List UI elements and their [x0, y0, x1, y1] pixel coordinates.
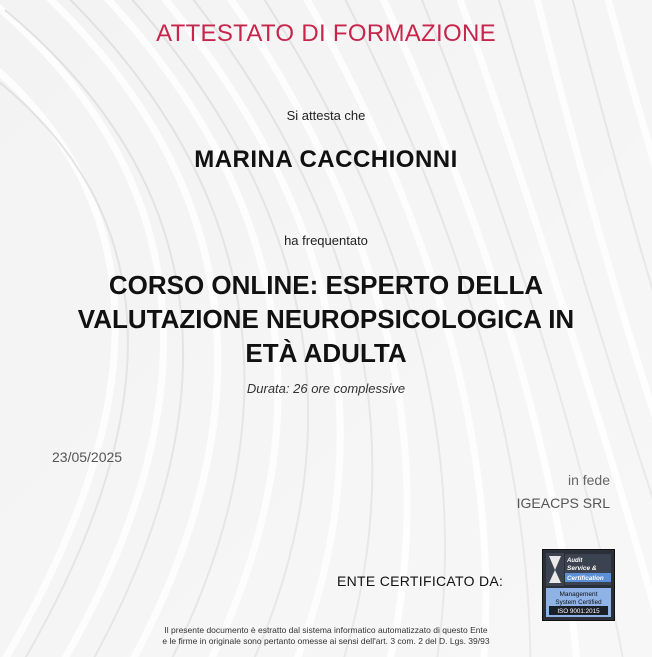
- hourglass-icon: [543, 550, 614, 620]
- footer-line-1: Il presente documento è estratto dal sistema informatico automatizzato di questo Ente: [164, 625, 488, 635]
- issue-date: 23/05/2025: [52, 449, 123, 465]
- course-title-line-1: CORSO ONLINE: ESPERTO DELLA: [108, 270, 544, 300]
- recipient-name: MARINA CACCHIONNI: [194, 146, 458, 173]
- in-faith-label: in fede: [567, 472, 610, 488]
- logo-text-6: ISO 9001:2015: [557, 608, 600, 615]
- logo-text-2: Service &: [567, 565, 597, 572]
- logo-text-4: Management: [559, 591, 598, 598]
- attests-that-label: Si attesta che: [286, 108, 366, 123]
- footer-line-2: e le firme in originale sono pertanto omesse ai sensi dell'art. 3 com. 2 del D. Lgs. 39/93: [162, 636, 490, 646]
- logo-text-1: Audit: [567, 558, 583, 564]
- certified-by-label: ENTE CERTIFICATO DA:: [337, 573, 504, 589]
- course-duration: Durata: 26 ore complessive: [246, 381, 406, 396]
- iso-certification-logo: [542, 549, 615, 621]
- certificate-title: ATTESTATO DI FORMAZIONE: [156, 20, 496, 47]
- course-title-line-2: VALUTAZIONE NEUROPSICOLOGICA IN: [77, 304, 575, 334]
- course-title: [56, 268, 596, 370]
- company-name: IGEACPS SRL: [516, 495, 610, 511]
- logo-text-3: Certification: [567, 575, 604, 582]
- legal-footer: [90, 625, 562, 647]
- attended-label: ha frequentato: [284, 233, 368, 248]
- logo-text-5: System Certified: [555, 599, 602, 606]
- course-title-line-3: ETÀ ADULTA: [245, 338, 407, 368]
